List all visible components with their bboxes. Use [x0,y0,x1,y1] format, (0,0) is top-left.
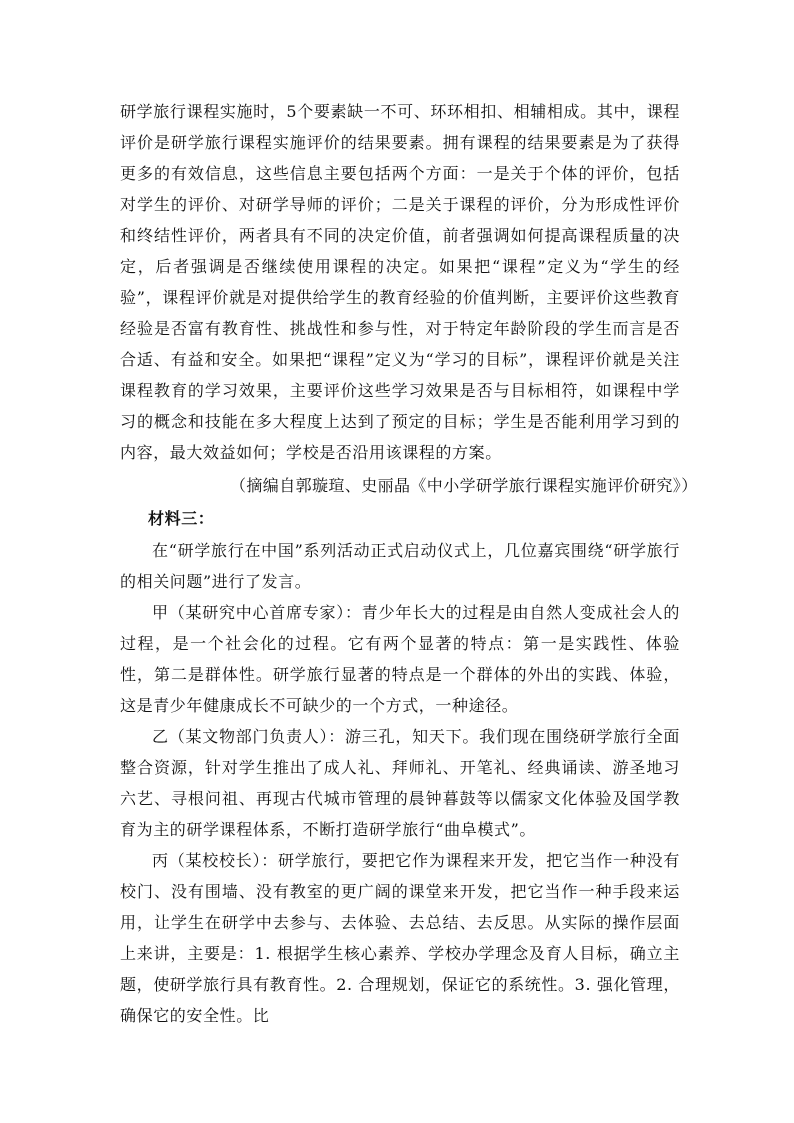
paragraph-speaker-jia: 甲（某研究中心首席专家）：青少年长大的过程是由自然人变成社会人的过程，是一个社会化的过程。它有两个显著的特点：第一是实践性、体验性，第二是群体性。研学旅行显著的特点是一个群体的外出的实践、体验，这是青少年健康成长不可缺少的一个方式，一种途径。 [120,603,680,715]
source-citation: （摘编自郭璇瑄、史丽晶《中小学研学旅行课程实施评价研究》） [230,476,698,495]
material-three-body [120,535,680,1031]
paragraph-speaker-bing: 丙（某校校长）：研学旅行，要把它作为课程来开发，把它当作一种没有校门、没有围墙、没有教室的更广阔的课堂来开发，把它当作一种手段来运用，让学生在研学中去参与、去体验、去总结、去反思。从实际的操作层面上来讲，主要是：1. 根据学生核心素养、学校办学理念及育人目标，确立主题，使研学旅行具有教育性。2. 合理规划，保证它的系统性。3. 强化管理，确保它的安全性。比 [120,851,680,1025]
paragraph-intro: 在“研学旅行在中国”系列活动正式启动仪式上，几位嘉宾围绕“研学旅行的相关问题”进行了发言。 [120,541,680,591]
paragraph-course-evaluation: 研学旅行课程实施时，5个要素缺一不可、环环相扣、相辅相成。其中，课程评价是研学旅行课程实施评价的结果要素。拥有课程的结果要素是为了获得更多的有效信息，这些信息主要包括两个方面：一是关于个体的评价，包括对学生的评价、对研学导师的评价；二是关于课程的评价，分为形成性评价和终结性评价，两者具有不同的决定价值，前者强调如何提高课程质量的决定，后者强调是否继续使用课程的决定。如果把“课程”定义为“学生的经验”，课程评价就是对提供给学生的教育经验的价值判断，主要评价这些教育经验是否富有教育性、挑战性和参与性，对于特定年龄阶段的学生而言是否合适、有益和安全。如果把“课程”定义为“学习的目标”，课程评价就是关注课程教育的学习效果，主要评价这些学习效果是否与目标相符，如课程中学习的概念和技能在多大程度上达到了预定的目标；学生是否能利用学习到的内容，最大效益如何；学校是否沿用该课程的方案。 [120,102,680,462]
material-three-heading: 材料三： [148,509,215,528]
paragraph-speaker-yi: 乙（某文物部门负责人）：游三孔，知天下。我们现在围绕研学旅行全面整合资源，针对学生推出了成人礼、拜师礼、开笔礼、经典诵读、游圣地习六艺、寻根问祖、再现古代城市管理的晨钟暮鼓等以儒家文化体验及国学教育为主的研学课程体系，不断打造研学旅行“曲阜模式”。 [120,727,680,839]
